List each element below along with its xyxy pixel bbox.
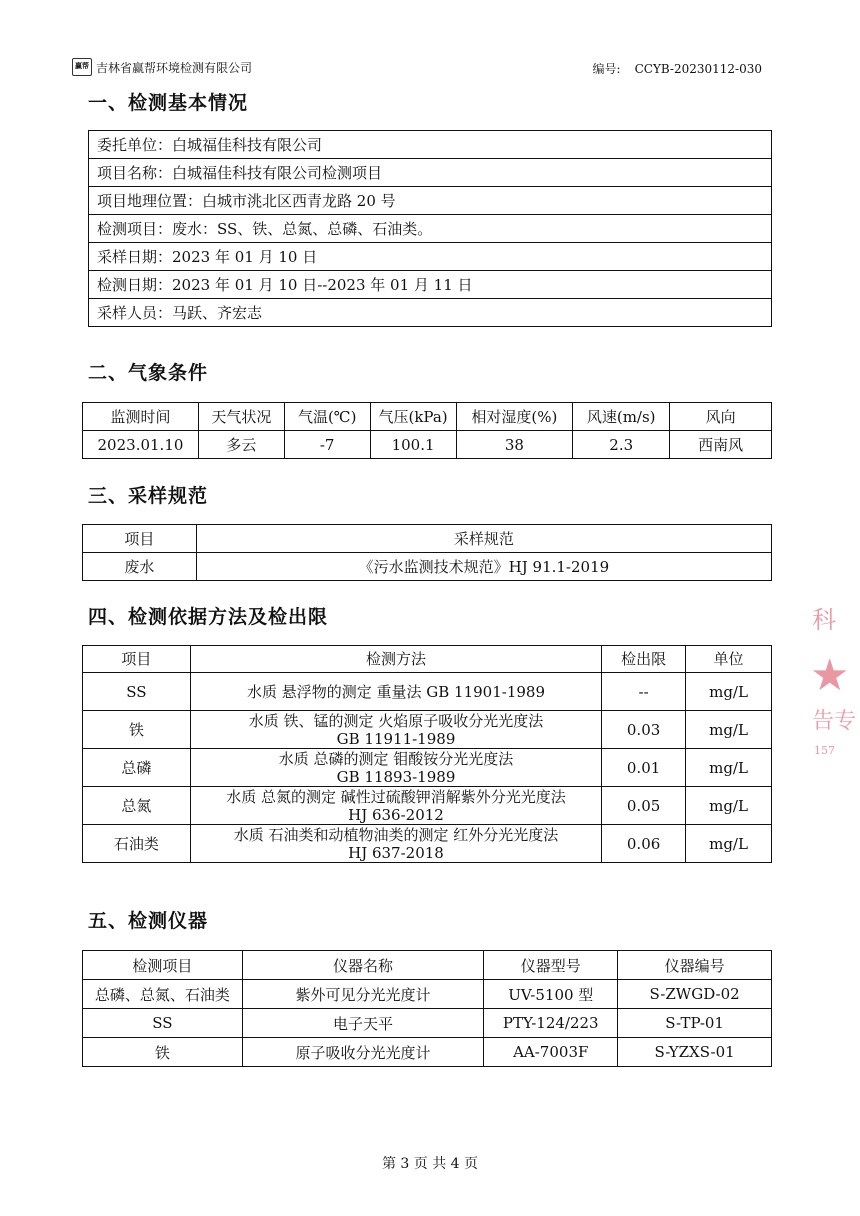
- method-limit: --: [602, 673, 686, 711]
- instrument-number: S-TP-01: [618, 1009, 772, 1038]
- instrument-model: AA-7003F: [484, 1038, 618, 1067]
- method-unit: mg/L: [686, 749, 772, 787]
- method-unit: mg/L: [686, 711, 772, 749]
- instrument-model: PTY-124/223: [484, 1009, 618, 1038]
- weather-condition: 多云: [198, 431, 284, 459]
- method-line-2: GB 11911-1989: [336, 729, 456, 748]
- table-header-row: [83, 951, 772, 980]
- method-limit: 0.03: [602, 711, 686, 749]
- section-title-basic-info: 一、检测基本情况: [88, 92, 249, 114]
- method-description: [190, 673, 601, 711]
- company-logo-icon: 赢帮: [72, 58, 92, 76]
- instrument-item: 总磷、总氮、石油类: [83, 980, 243, 1009]
- method-line-2: HJ 636-2012: [348, 805, 444, 824]
- weather-pressure: 100.1: [370, 431, 456, 459]
- table-row: [83, 749, 772, 787]
- weather-header-time: 监测时间: [83, 403, 199, 431]
- instruments-header-model: 仪器型号: [484, 951, 618, 980]
- basic-info-location: 项目地理位置：白城市洮北区西青龙路 20 号: [89, 187, 772, 215]
- method-item: 石油类: [83, 825, 191, 863]
- method-limit: 0.05: [602, 787, 686, 825]
- method-item: 总氮: [83, 787, 191, 825]
- instrument-number: S-ZWGD-02: [618, 980, 772, 1009]
- table-row: [89, 243, 772, 271]
- weather-humidity: 38: [456, 431, 573, 459]
- weather-header-wind-speed: 风速(m/s): [573, 403, 670, 431]
- company-name: 吉林省赢帮环境检测有限公司: [96, 60, 253, 75]
- table-row: [83, 673, 772, 711]
- seal-text-3: 157: [814, 744, 835, 757]
- methods-header-unit: 单位: [686, 646, 772, 673]
- section-title-weather: 二、气象条件: [88, 362, 209, 384]
- sampling-item: 废水: [83, 553, 197, 581]
- method-description: [190, 787, 601, 825]
- table-header-row: [83, 525, 772, 553]
- methods-header-item: 项目: [83, 646, 191, 673]
- seal-text-2: 告专: [812, 709, 857, 734]
- document-number: [593, 60, 762, 77]
- method-line-1: 水质 总氮的测定 碱性过硫酸钾消解紫外分光光度法: [226, 787, 566, 806]
- method-line-1: 水质 铁、锰的测定 火焰原子吸收分光光度法: [248, 711, 544, 730]
- instrument-model: UV-5100 型: [484, 980, 618, 1009]
- basic-info-client: 委托单位：白城福佳科技有限公司: [89, 131, 772, 159]
- seal-star-icon: ★: [810, 650, 850, 701]
- method-line-1: 水质 悬浮物的测定 重量法 GB 11901-1989: [246, 682, 546, 701]
- weather-header-humidity: 相对湿度(%): [456, 403, 573, 431]
- method-item: SS: [83, 673, 191, 711]
- docno-label: 编号:: [592, 62, 621, 76]
- method-item: 铁: [83, 711, 191, 749]
- table-row: [83, 711, 772, 749]
- instruments-header-item: 检测项目: [83, 951, 243, 980]
- table-row: [83, 1038, 772, 1067]
- method-limit: 0.01: [602, 749, 686, 787]
- weather-header-condition: 天气状况: [198, 403, 284, 431]
- company-info: [72, 58, 252, 76]
- method-unit: mg/L: [686, 673, 772, 711]
- section-title-sampling: 三、采样规范: [88, 485, 209, 507]
- weather-wind-speed: 2.3: [573, 431, 670, 459]
- table-row: [89, 159, 772, 187]
- section-title-instruments: 五、检测仪器: [88, 910, 209, 932]
- methods-table: [82, 645, 772, 863]
- weather-time: 2023.01.10: [83, 431, 199, 459]
- table-row: [89, 271, 772, 299]
- table-header-row: [83, 403, 772, 431]
- weather-temperature: -7: [284, 431, 370, 459]
- section-title-methods: 四、检测依据方法及检出限: [88, 606, 329, 628]
- page-header: [72, 58, 762, 80]
- weather-header-wind-direction: 风向: [670, 403, 772, 431]
- table-row: [83, 553, 772, 581]
- basic-info-project: 项目名称：白城福佳科技有限公司检测项目: [89, 159, 772, 187]
- instruments-header-number: 仪器编号: [618, 951, 772, 980]
- basic-info-items: 检测项目：废水：SS、铁、总氮、总磷、石油类。: [89, 215, 772, 243]
- method-unit: mg/L: [686, 787, 772, 825]
- table-row: [83, 1009, 772, 1038]
- weather-header-temperature: 气温(℃): [284, 403, 370, 431]
- method-limit: 0.06: [602, 825, 686, 863]
- method-description: [190, 749, 601, 787]
- method-description: [190, 711, 601, 749]
- instrument-name: 原子吸收分光光度计: [242, 1038, 484, 1067]
- table-row: [83, 825, 772, 863]
- basic-info-table: [88, 130, 772, 327]
- basic-info-samplers: 采样人员：马跃、齐宏志: [89, 299, 772, 327]
- table-row: [89, 299, 772, 327]
- instrument-number: S-YZXS-01: [618, 1038, 772, 1067]
- table-row: [83, 787, 772, 825]
- instruments-header-name: 仪器名称: [242, 951, 484, 980]
- instrument-item: 铁: [83, 1038, 243, 1067]
- method-description: [190, 825, 601, 863]
- sampling-standard: 《污水监测技术规范》HJ 91.1-2019: [196, 553, 771, 581]
- docno-value: CCYB-20230112-030: [634, 62, 762, 76]
- sampling-header-standard: 采样规范: [196, 525, 771, 553]
- table-row: [83, 980, 772, 1009]
- method-line-2: HJ 637-2018: [348, 843, 444, 862]
- methods-header-limit: 检出限: [602, 646, 686, 673]
- method-line-1: 水质 石油类和动植物油类的测定 红外分光光度法: [233, 825, 559, 844]
- methods-header-method: 检测方法: [190, 646, 601, 673]
- method-line-1: 水质 总磷的测定 钼酸铵分光光度法: [278, 749, 514, 768]
- instrument-name: 电子天平: [242, 1009, 484, 1038]
- sampling-header-item: 项目: [83, 525, 197, 553]
- method-item: 总磷: [83, 749, 191, 787]
- table-row: [89, 131, 772, 159]
- weather-wind-direction: 西南风: [670, 431, 772, 459]
- instrument-item: SS: [83, 1009, 243, 1038]
- weather-header-pressure: 气压(kPa): [370, 403, 456, 431]
- method-line-2: GB 11893-1989: [336, 767, 456, 786]
- table-row: [83, 431, 772, 459]
- seal-stamp: [806, 600, 860, 770]
- method-unit: mg/L: [686, 825, 772, 863]
- sampling-table: [82, 524, 772, 581]
- basic-info-test-date: 检测日期：2023 年 01 月 10 日--2023 年 01 月 11 日: [89, 271, 772, 299]
- table-header-row: [83, 646, 772, 673]
- seal-text-1: 科: [812, 606, 836, 634]
- table-row: [89, 187, 772, 215]
- weather-table: [82, 402, 772, 459]
- instrument-name: 紫外可见分光光度计: [242, 980, 484, 1009]
- basic-info-sampling-date: 采样日期：2023 年 01 月 10 日: [89, 243, 772, 271]
- table-row: [89, 215, 772, 243]
- instruments-table: [82, 950, 772, 1067]
- page-number: 第 3 页 共 4 页: [381, 1156, 479, 1172]
